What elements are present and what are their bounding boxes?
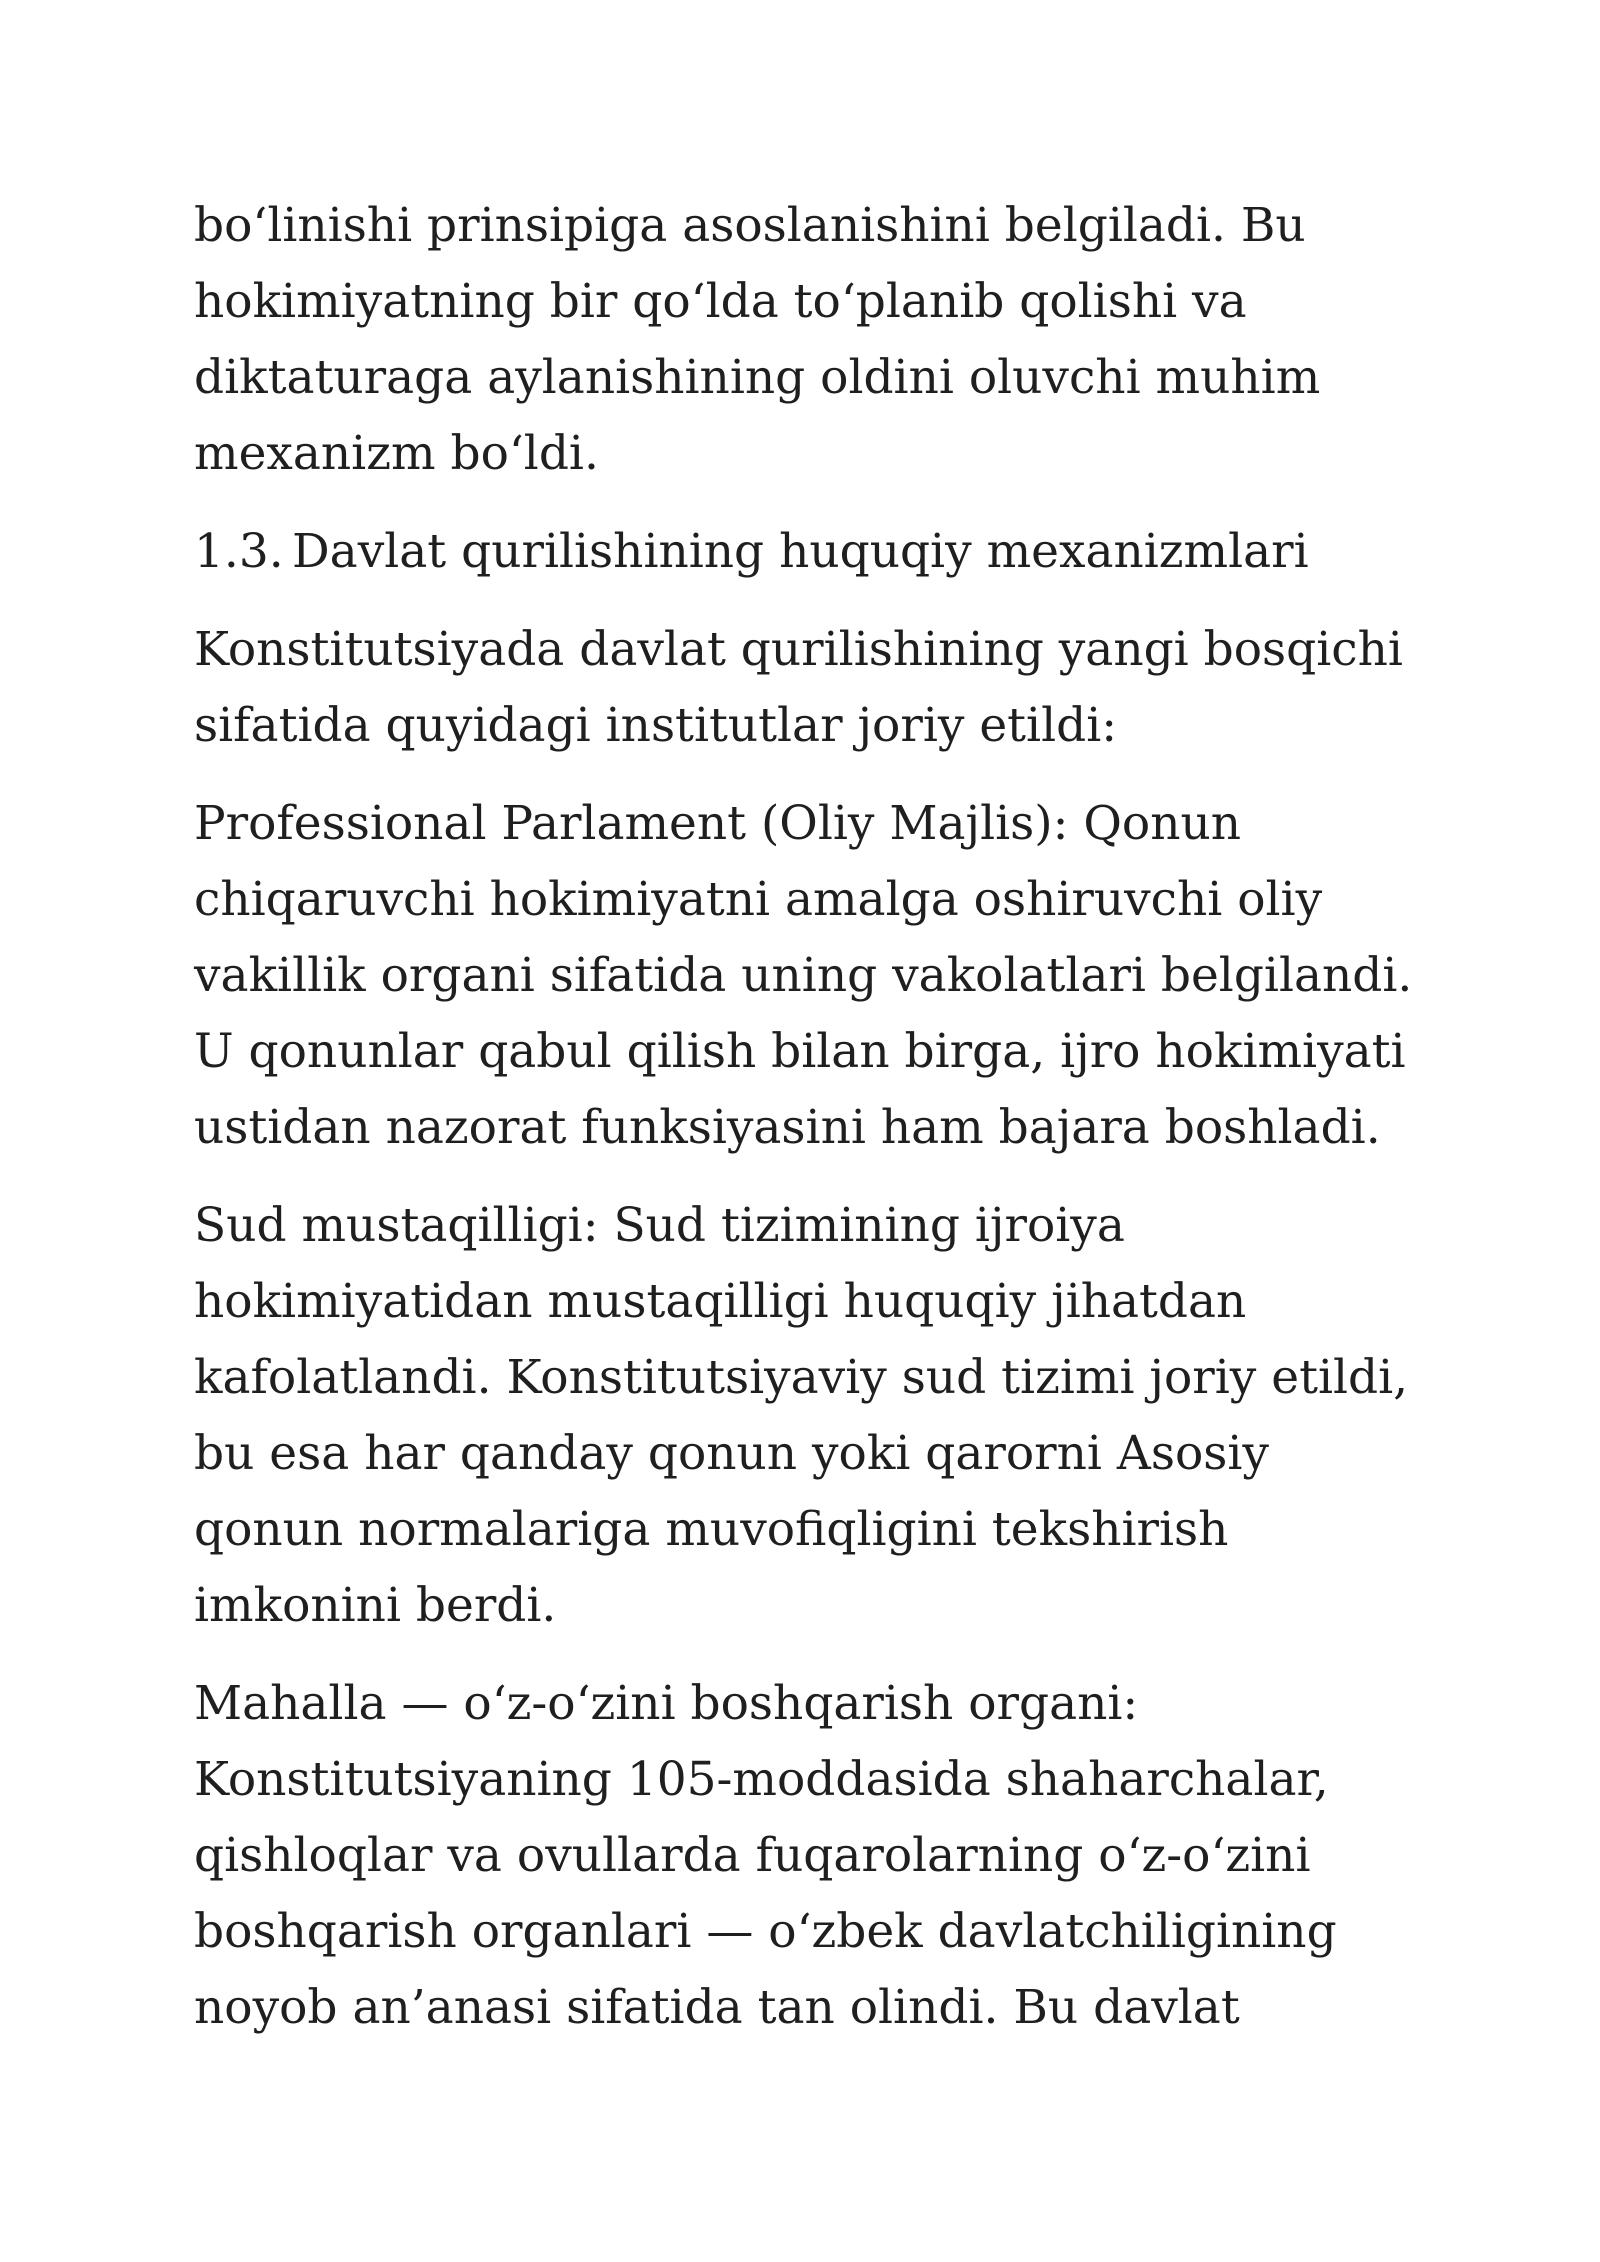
section-title: Davlat qurilishining huquqiy mexanizmlari: [292, 524, 1309, 579]
text-line: vakillik organi sifatida uning vakolatlari belgilandi.: [194, 948, 1413, 1003]
text-line: kafolatlandi. Konstitutsiyaviy sud tizimi joriy etildi,: [194, 1350, 1409, 1405]
text-line: hokimiyatidan mustaqilligi huquqiy jihatdan: [194, 1274, 1247, 1329]
text-line: ustidan nazorat funksiyasini ham bajara boshladi.: [194, 1100, 1381, 1155]
text-line: imkonini berdi.: [194, 1578, 557, 1633]
paragraph-mahalla: [194, 1666, 1404, 2046]
text-line: sifatida quyidagi institutlar joriy etildi:: [194, 698, 1118, 753]
paragraph-judicial-independence: [194, 1188, 1409, 1644]
text-line: Konstitutsiyada davlat qurilishining yangi bosqichi: [194, 622, 1403, 677]
text-line: chiqaruvchi hokimiyatni amalga oshiruvchi oliy: [194, 872, 1323, 927]
text-line: mexanizm bo‘ldi.: [194, 426, 599, 481]
text-line: Mahalla — o‘z-o‘zini boshqarish organi:: [194, 1676, 1139, 1731]
text-line: bo‘linishi prinsipiga asoslanishini belgiladi. Bu: [194, 198, 1306, 253]
paragraph-institutions-intro: [194, 612, 1404, 764]
text-line: Sud mustaqilligi: Sud tizimining ijroiya: [194, 1198, 1125, 1253]
document-body: [194, 188, 1413, 2068]
text-line: qonun normalariga muvofiqligini tekshirish: [194, 1502, 1229, 1557]
text-line: U qonunlar qabul qilish bilan birga, ijro hokimiyati: [194, 1024, 1406, 1079]
paragraph-parliament: [194, 786, 1413, 1166]
text-line: Professional Parlament (Oliy Majlis): Qonun: [194, 796, 1242, 851]
text-line: bu esa har qanday qonun yoki qarorni Asosiy: [194, 1426, 1269, 1481]
text-line: boshqarish organlari — o‘zbek davlatchiligining: [194, 1904, 1337, 1959]
text-line: Konstitutsiyaning 105-moddasida shaharchalar,: [194, 1752, 1329, 1807]
text-line: hokimiyatning bir qo‘lda to‘planib qolishi va: [194, 274, 1247, 329]
paragraph-separation-of-powers: [194, 188, 1404, 492]
text-line: noyob an’anasi sifatida tan olindi. Bu davlat: [194, 1980, 1240, 2035]
text-line: qishloqlar va ovullarda fuqarolarning o‘z-o‘zini: [194, 1828, 1311, 1883]
section-heading: [194, 514, 1404, 590]
text-line: diktaturaga aylanishining oldini oluvchi muhim: [194, 350, 1321, 405]
section-number: 1.3.: [194, 524, 284, 579]
